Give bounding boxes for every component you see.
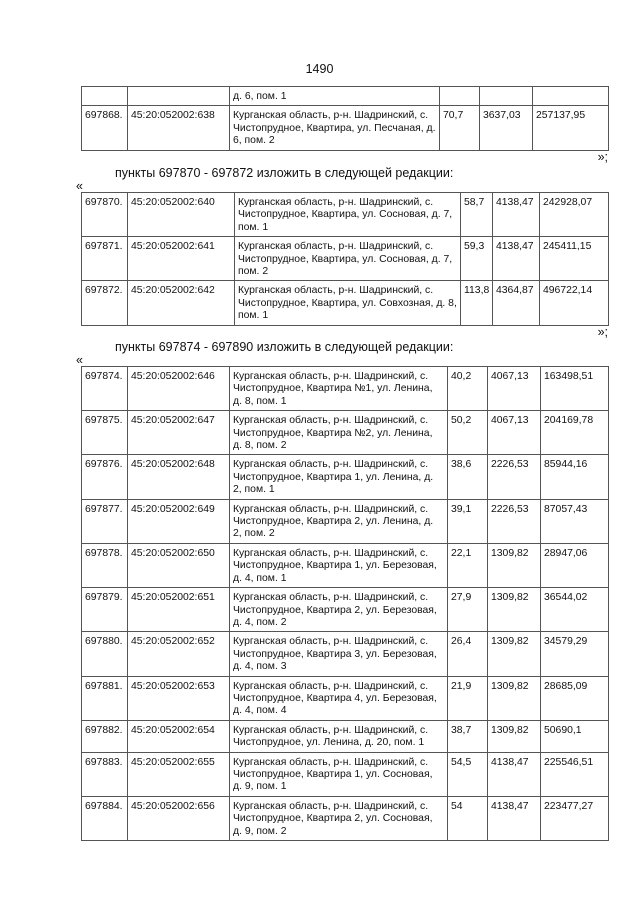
opening-quote-2: « xyxy=(76,353,83,367)
item-number-cell: 697883. xyxy=(82,752,128,796)
area-cell: 38,6 xyxy=(448,455,488,499)
rate-cell: 1309,82 xyxy=(488,543,541,587)
cadastral-number-cell: 45:20:052002:647 xyxy=(128,411,230,455)
item-number-cell: 697884. xyxy=(82,796,128,840)
table-row xyxy=(82,543,609,587)
table-row xyxy=(82,281,609,325)
cadastral-number-cell: 45:20:052002:649 xyxy=(128,499,230,543)
rate-cell: 3637,03 xyxy=(480,106,533,150)
address-cell: Курганская область, р-н. Шадринский, с. Чистопрудное, Квартира 2, ул. Сосновая, д. 9, пом. 2 xyxy=(230,796,448,840)
address-cell: Курганская область, р-н. Шадринский, с. Чистопрудное, Квартира №1, ул. Ленина, д. 8, пом. 1 xyxy=(230,367,448,411)
rate-cell: 1309,82 xyxy=(488,588,541,632)
item-number-cell: 697871. xyxy=(82,237,128,281)
address-cell: Курганская область, р-н. Шадринский, с. Чистопрудное, ул. Ленина, д. 20, пом. 1 xyxy=(230,720,448,752)
value-cell: 36544,02 xyxy=(541,588,609,632)
table-row xyxy=(82,193,609,237)
cadastral-number-cell: 45:20:052002:646 xyxy=(128,367,230,411)
table-row xyxy=(82,796,609,840)
address-cell: Курганская область, р-н. Шадринский, с. Чистопрудное, Квартира, ул. Сосновая, д. 7, пом. 2 xyxy=(235,237,461,281)
item-number-cell xyxy=(82,87,128,106)
opening-quote-1: « xyxy=(76,179,83,193)
area-cell: 22,1 xyxy=(448,543,488,587)
rate-cell: 4364,87 xyxy=(493,281,540,325)
item-number-cell: 697880. xyxy=(82,632,128,676)
area-cell: 59,3 xyxy=(461,237,493,281)
area-cell: 21,9 xyxy=(448,676,488,720)
rate-cell: 4067,13 xyxy=(488,411,541,455)
address-cell: Курганская область, р-н. Шадринский, с. Чистопрудное, Квартира 1, ул. Березовая, д. 4, пом. 1 xyxy=(230,543,448,587)
address-cell: Курганская область, р-н. Шадринский, с. Чистопрудное, Квартира, ул. Сосновая, д. 7, пом. 1 xyxy=(235,193,461,237)
address-cell: Курганская область, р-н. Шадринский, с. Чистопрудное, Квартира 2, ул. Березовая, д. 4, пом. 2 xyxy=(230,588,448,632)
value-cell: 496722,14 xyxy=(540,281,609,325)
table-row xyxy=(82,237,609,281)
cadastral-number-cell xyxy=(128,87,230,106)
value-cell: 223477,27 xyxy=(541,796,609,840)
address-cell: Курганская область, р-н. Шадринский, с. Чистопрудное, Квартира, ул. Совхозная, д. 8, пом. 1 xyxy=(235,281,461,325)
value-cell: 245411,15 xyxy=(540,237,609,281)
address-cell: Курганская область, р-н. Шадринский, с. Чистопрудное, Квартира 1, ул. Ленина, д. 2, пом. 1 xyxy=(230,455,448,499)
address-cell: Курганская область, р-н. Шадринский, с. Чистопрудное, Квартира 3, ул. Березовая, д. 4, пом. 3 xyxy=(230,632,448,676)
value-cell: 28685,09 xyxy=(541,676,609,720)
rate-cell: 1309,82 xyxy=(488,720,541,752)
area-cell: 38,7 xyxy=(448,720,488,752)
area-cell: 39,1 xyxy=(448,499,488,543)
address-cell: д. 6, пом. 1 xyxy=(230,87,440,106)
area-cell: 50,2 xyxy=(448,411,488,455)
item-number-cell: 697870. xyxy=(82,193,128,237)
table-row xyxy=(82,752,609,796)
address-cell: Курганская область, р-н. Шадринский, с. Чистопрудное, Квартира 2, ул. Ленина, д. 2, пом. 2 xyxy=(230,499,448,543)
item-number-cell: 697881. xyxy=(82,676,128,720)
value-cell: 163498,51 xyxy=(541,367,609,411)
rate-cell: 1309,82 xyxy=(488,676,541,720)
table-row xyxy=(82,455,609,499)
cadastral-number-cell: 45:20:052002:638 xyxy=(128,106,230,150)
rate-cell xyxy=(480,87,533,106)
amendment-instruction-2: пункты 697874 - 697890 изложить в следующей редакции: xyxy=(115,340,454,354)
closing-quote-1: »; xyxy=(597,150,608,164)
cadastral-number-cell: 45:20:052002:642 xyxy=(128,281,235,325)
page-number: 1490 xyxy=(305,62,334,76)
area-cell: 58,7 xyxy=(461,193,493,237)
item-number-cell: 697882. xyxy=(82,720,128,752)
registry-table-1 xyxy=(81,86,609,151)
rate-cell: 1309,82 xyxy=(488,632,541,676)
item-number-cell: 697875. xyxy=(82,411,128,455)
table-row xyxy=(82,588,609,632)
registry-table-2 xyxy=(81,192,609,326)
table-row xyxy=(82,676,609,720)
area-cell: 26,4 xyxy=(448,632,488,676)
item-number-cell: 697874. xyxy=(82,367,128,411)
address-cell: Курганская область, р-н. Шадринский, с. Чистопрудное, Квартира 1, ул. Сосновая, д. 9, пом. 1 xyxy=(230,752,448,796)
rate-cell: 4138,47 xyxy=(493,193,540,237)
cadastral-number-cell: 45:20:052002:656 xyxy=(128,796,230,840)
table-row xyxy=(82,632,609,676)
area-cell xyxy=(440,87,480,106)
value-cell: 50690,1 xyxy=(541,720,609,752)
cadastral-number-cell: 45:20:052002:648 xyxy=(128,455,230,499)
value-cell: 225546,51 xyxy=(541,752,609,796)
area-cell: 27,9 xyxy=(448,588,488,632)
table-row xyxy=(82,87,609,106)
table-row xyxy=(82,499,609,543)
cadastral-number-cell: 45:20:052002:641 xyxy=(128,237,235,281)
cadastral-number-cell: 45:20:052002:640 xyxy=(128,193,235,237)
rate-cell: 2226,53 xyxy=(488,455,541,499)
cadastral-number-cell: 45:20:052002:652 xyxy=(128,632,230,676)
rate-cell: 4138,47 xyxy=(493,237,540,281)
cadastral-number-cell: 45:20:052002:650 xyxy=(128,543,230,587)
table-row xyxy=(82,106,609,150)
value-cell xyxy=(533,87,609,106)
area-cell: 54,5 xyxy=(448,752,488,796)
table-row xyxy=(82,720,609,752)
closing-quote-2: »; xyxy=(597,325,608,339)
table-row xyxy=(82,367,609,411)
value-cell: 204169,78 xyxy=(541,411,609,455)
rate-cell: 4067,13 xyxy=(488,367,541,411)
cadastral-number-cell: 45:20:052002:653 xyxy=(128,676,230,720)
item-number-cell: 697868. xyxy=(82,106,128,150)
area-cell: 113,8 xyxy=(461,281,493,325)
rate-cell: 2226,53 xyxy=(488,499,541,543)
table-row xyxy=(82,411,609,455)
rate-cell: 4138,47 xyxy=(488,752,541,796)
value-cell: 87057,43 xyxy=(541,499,609,543)
item-number-cell: 697872. xyxy=(82,281,128,325)
area-cell: 54 xyxy=(448,796,488,840)
item-number-cell: 697877. xyxy=(82,499,128,543)
value-cell: 242928,07 xyxy=(540,193,609,237)
registry-table-3 xyxy=(81,366,609,841)
cadastral-number-cell: 45:20:052002:654 xyxy=(128,720,230,752)
amendment-instruction-1: пункты 697870 - 697872 изложить в следующей редакции: xyxy=(115,166,454,180)
area-cell: 40,2 xyxy=(448,367,488,411)
item-number-cell: 697876. xyxy=(82,455,128,499)
rate-cell: 4138,47 xyxy=(488,796,541,840)
address-cell: Курганская область, р-н. Шадринский, с. Чистопрудное, Квартира №2, ул. Ленина, д. 8, пом. 2 xyxy=(230,411,448,455)
value-cell: 28947,06 xyxy=(541,543,609,587)
cadastral-number-cell: 45:20:052002:655 xyxy=(128,752,230,796)
address-cell: Курганская область, р-н. Шадринский, с. Чистопрудное, Квартира 4, ул. Березовая, д. 4, пом. 4 xyxy=(230,676,448,720)
item-number-cell: 697878. xyxy=(82,543,128,587)
value-cell: 85944,16 xyxy=(541,455,609,499)
item-number-cell: 697879. xyxy=(82,588,128,632)
cadastral-number-cell: 45:20:052002:651 xyxy=(128,588,230,632)
area-cell: 70,7 xyxy=(440,106,480,150)
value-cell: 34579,29 xyxy=(541,632,609,676)
value-cell: 257137,95 xyxy=(533,106,609,150)
address-cell: Курганская область, р-н. Шадринский, с. Чистопрудное, Квартира, ул. Песчаная, д. 6, пом. 2 xyxy=(230,106,440,150)
